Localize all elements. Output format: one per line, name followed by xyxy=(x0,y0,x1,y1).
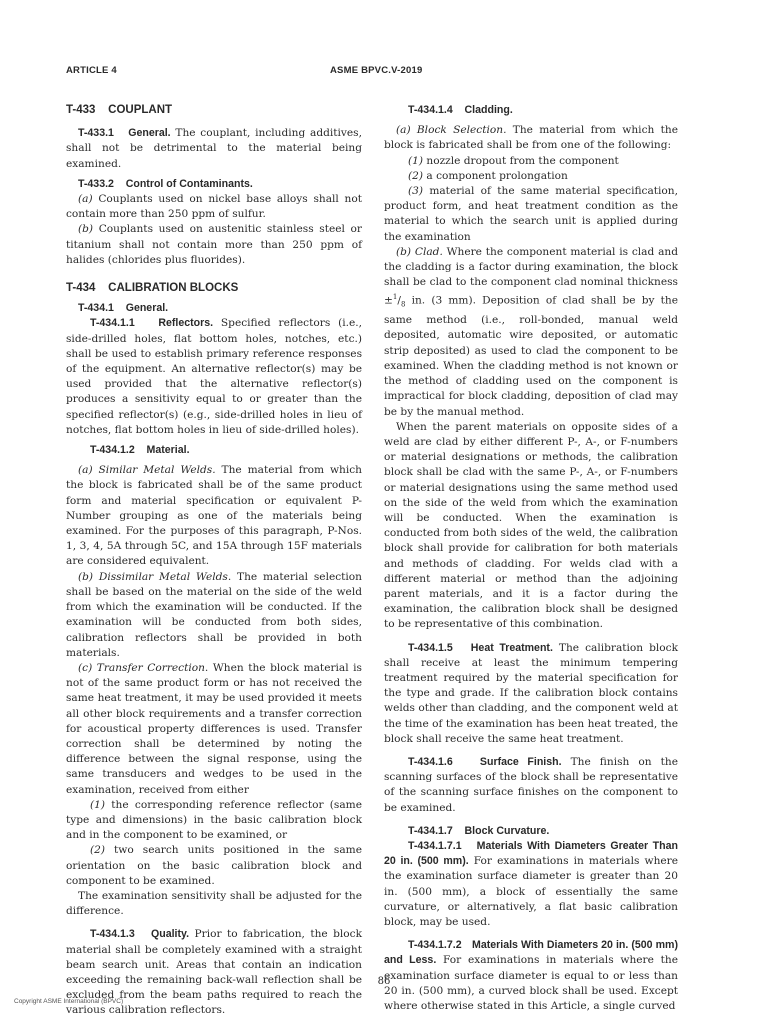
para-number: T-433.1 xyxy=(78,127,114,140)
paragraph-t43415: T-434.1.5 Heat Treatment. The calibration block shall receive at least the minimum tempering treatment required by the material specification for the type and grade. If the calibration block contains welds other than cladding, and the component weld at the time of the examination has been heat treated, the block shall receive the same heat treatment. xyxy=(384,641,679,745)
copyright-notice: Copyright ASME International (BPVC) xyxy=(14,998,124,1005)
list-item: (b) Dissimilar Metal Welds. The material selection shall be based on the material on the side of the weld from which the examination will be conducted. If the examination will be conducted from both sides, calibration reflectors shall be provided in both materials. xyxy=(66,570,363,659)
heading-t4341: T-434.1 General. xyxy=(78,302,169,315)
page-number: 86 xyxy=(377,976,391,987)
list-item: (c) Transfer Correction. When the block material is not of the same product form or has not received the same heat treatment, it may be used provided it meets all other block requirements and a transfer correction for acoustical property differences is used. Transfer correction shall be determined by noting the difference between the signal response, using the same transducers and wedges to be used in the examination, received from either xyxy=(66,661,362,796)
sub-list-item: (3) material of the same material specification, product form, and heat treatment condition as the material to which the search unit is applied during the examination xyxy=(384,185,678,243)
paragraph-t43413: T-434.1.3 Quality. Prior to fabrication, the block material shall be completely examined with a straight beam search unit. Areas that contain an indication exceeding the remaining back-wall reflection shall be excluded from the beam paths required to reach the various calibration reflectors. xyxy=(66,928,362,1017)
code-label: ASME BPVC.V-2019 xyxy=(330,65,423,76)
list-item: (b) Couplants used on austenitic stainless steel or titanium shall not contain more than 250 ppm of halides (chlorides plus fluorides). xyxy=(66,223,362,266)
section-heading-t433: T-433 COUPLANT xyxy=(66,104,173,116)
paragraph-t4331 xyxy=(66,126,362,172)
paragraph-t43411: T-434.1.1 Reflectors. Specified reflectors (i.e., side-drilled holes, flat bottom holes, notches, etc.) shall be used to establish primary reference responses of the equipment. An alternative reflector(s) may be used provided that the alternative reflector(s) produces a sensitivity equal to or greater than the specified reflector(s) (e.g., side-drilled holes in lieu of notches, flat bottom holes in lieu of side-drilled holes). xyxy=(66,317,362,436)
sub-list-item: (2) a component prolongation xyxy=(408,169,568,182)
paragraph-t43416: T-434.1.6 Surface Finish. The finish on the scanning surfaces of the block shall be representative of the scanning surface finishes on the component to be examined. xyxy=(384,755,678,814)
sub-list-item: (2) two search units positioned in the same orientation on the basic calibration block and component to be examined. xyxy=(66,844,362,887)
para-title: General. xyxy=(128,127,171,140)
heading-t43417: T-434.1.7 Block Curvature. xyxy=(408,824,550,837)
fraction-denominator: 8 xyxy=(400,301,406,310)
left-column xyxy=(66,103,362,1019)
list-item: (a) Block Selection. The material from which the block is fabricated shall be from one of the following: xyxy=(384,124,678,152)
paragraph-sensitivity: The examination sensitivity shall be adjusted for the difference. xyxy=(66,889,362,918)
heading-t4332: T-433.2 Control of Contaminants. xyxy=(78,177,253,190)
sub-list-item: (1) nozzle dropout from the component xyxy=(408,154,619,167)
paragraph-t434172: T-434.1.7.2 Materials With Diameters 20 in. (500 mm) and Less. For examinations in materials where the examination surface diameter is equal to or less than 20 in. (500 mm), a curved block shall be used. Except where otherwise stated in this Article, a single curved xyxy=(384,939,678,1013)
paragraph-t434171: T-434.1.7.1 Materials With Diameters Greater Than 20 in. (500 mm). For examinations in materials where the examination surface diameter is greater than 20 in. (500 mm), a block of essentially the same curvature, or alternatively, a flat basic calibration block, may be used. xyxy=(384,839,678,928)
article-label: ARTICLE 4 xyxy=(66,65,117,76)
list-item: (b) Clad. Where the component material is clad and the cladding is a factor during examination, the block shall be clad to the component clad nominal thickness $\pm^1/_8$ in. (3 mm). Deposition of clad shall be by the same method (i.e., roll-bonded, manual weld deposited, automatic wire deposited, or automatic strip deposited) as used to clad the component to be examined. When the cladding method is not known or the method of cladding used on the component is impractical for block cladding, deposition of clad may be by the manual method. xyxy=(384,245,678,418)
heading-t43412: T-434.1.2 Material. xyxy=(90,444,190,457)
fraction-numerator: 1 xyxy=(392,293,398,302)
para-text: The couplant, including additives, shall not be detrimental to the material being examined. xyxy=(66,127,362,170)
paragraph-parent-materials: When the parent materials on opposite sides of a weld are clad by either different P-, A-, or F-numbers or material designations or methods, the calibration block shall be clad with the same P-, A-, or F-numbers or material designations using the same method used on the side of the weld from which the examination will be conducted. When the examination is conducted from both sides of the weld, the calibration block shall provide for calibration for both materials and methods of cladding. For welds clad with a different material or method than the adjoining parent materials, and it is a factor during the examination, the calibration block shall be designed to be representative of this combination. xyxy=(384,420,678,631)
heading-t43414: T-434.1.4 Cladding. xyxy=(408,104,513,116)
sub-list-item: (1) the corresponding reference reflector (same type and dimensions) in the basic calibration block and in the component to be examined, or xyxy=(66,798,362,842)
list-item: (a) Couplants used on nickel base alloys shall not contain more than 250 ppm of sulfur. xyxy=(66,193,362,221)
list-item: (a) Similar Metal Welds. The material from which the block is fabricated shall be of the same product form and material specification or equivalent P-Number grouping as one of the materials being examined. For the purposes of this paragraph, P-Nos. 1, 3, 4, 5A through 5C, and 15A through 15F materials are considered equivalent. xyxy=(66,464,362,568)
section-heading-t434: T-434 CALIBRATION BLOCKS xyxy=(66,282,239,295)
right-column xyxy=(384,103,678,1014)
